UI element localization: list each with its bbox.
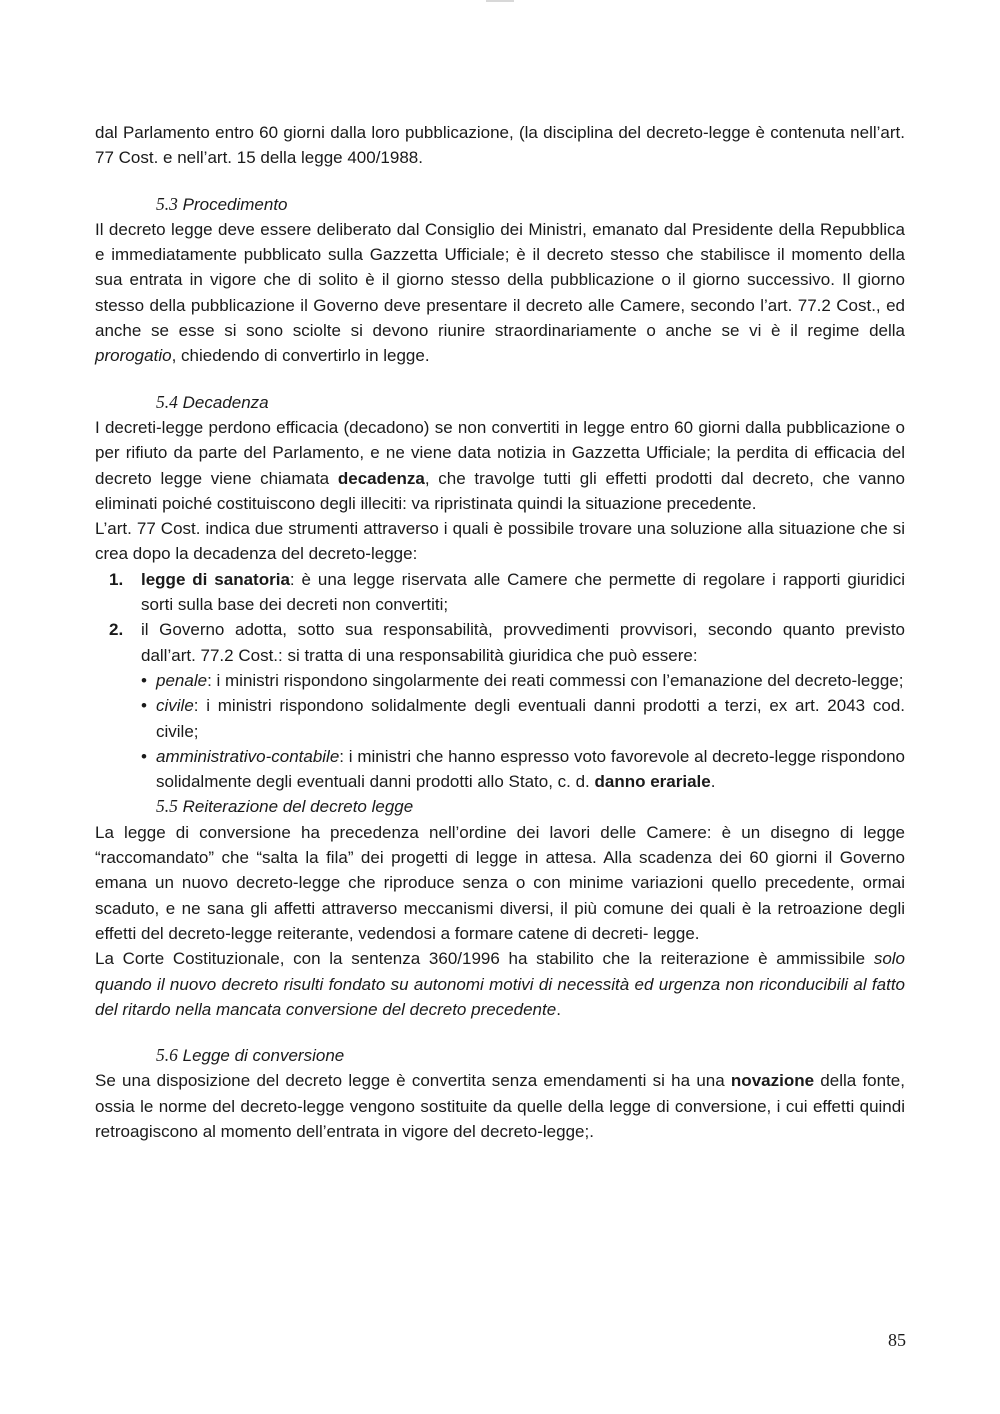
intro-paragraph: dal Parlamento entro 60 giorni dalla loro pubblicazione, (la disciplina del decreto-legge è contenuta nell’art. 77 Cost. e nell’art. 15 della legge 400/1988. xyxy=(95,123,905,168)
section-number: 5.4 xyxy=(156,391,178,412)
section-title: Reiterazione del decreto legge xyxy=(182,797,414,817)
bullet-icon: • xyxy=(141,746,147,766)
text-run: : i ministri che hanno espresso voto favorevole al decreto-legge rispondono solidalmente degli eventuali danni prodotti allo Stato, c. d. xyxy=(156,746,905,792)
section-title: Decadenza xyxy=(182,392,269,412)
bullet-item xyxy=(141,668,905,693)
reiterazione-paragraph: La legge di conversione ha precedenza nell’ordine dei lavori delle Camere: è un disegno di legge “raccomandato” che “salta la fila” dei progetti di legge in attesa. Alla scadenza dei 60 giorni il Governo emana un nuovo decreto-legge che riproduce senza o con minime variazioni quello precedente, ormai scaduto, e ne sana gli affetti attraverso meccanismi diversi, il più comune dei quali è la retroazione degli effetti del decreto-legge reiterante, vedendosi a formare catene di decreti- legge. xyxy=(95,822,905,943)
text-run: Il decreto legge deve essere deliberato dal Consiglio dei Ministri, emanato dal Presidente della Repubblica e immediatamente pubblicato sulla Gazzetta Ufficiale; è il decreto stesso che stabilisce il momento della sua entrata in vigore che di solito è il giorno stesso della pubblicazione o il giorno successivo. Il giorno stesso della pubblicazione il Governo deve presentare il decreto alle Camere, secondo l’art. 77.2 Cost., ed anche se esse si sono sciolte si devono riunire straordinariamente o anche se vi è il regime della xyxy=(95,219,905,341)
section-heading-5-4 xyxy=(156,390,905,415)
page-number: 85 xyxy=(888,1330,906,1350)
bullet-item xyxy=(141,693,905,744)
text-run: : è una legge riservata alle Camere che permette di regolare i rapporti giuridici sorti sulla base dei decreti non convertiti; xyxy=(141,569,905,615)
bullet-icon: • xyxy=(141,670,147,690)
page-body xyxy=(95,120,905,1144)
section-number: 5.5 xyxy=(156,796,178,817)
strumenti-paragraph: L’art. 77 Cost. indica due strumenti attraverso i quali è possibile trovare una soluzione alla situazione che si crea dopo la decadenza del decreto-legge: xyxy=(95,519,905,564)
italic-term: amministrativo-contabile xyxy=(156,746,340,766)
section-heading-5-6 xyxy=(156,1043,905,1068)
italic-quote: solo quando il nuovo decreto risulti fondato su autonomi motivi di necessità ed urgenza non riconducibili al fatto del ritardo nella mancata conversione del decreto precedente xyxy=(95,949,905,1019)
section-title: Procedimento xyxy=(182,194,288,214)
list-marker: 1. xyxy=(109,569,124,589)
text-run: Se una disposizione del decreto legge è convertita senza emendamenti si ha una xyxy=(95,1071,731,1091)
section-heading-5-5 xyxy=(156,794,905,819)
italic-term: civile xyxy=(156,696,194,716)
section-number: 5.6 xyxy=(156,1045,178,1066)
bullet-list xyxy=(141,668,905,794)
text-run: , chiedendo di convertirlo in legge. xyxy=(171,346,430,366)
text-run: della fonte, ossia le norme del decreto-legge vengono sostituite da quelle della legge di conversione, i cui effetti quindi retroagiscono al momento dell’entrata in vigore del decreto-legge;. xyxy=(95,1071,905,1141)
header-mark xyxy=(480,0,520,3)
conversione-paragraph xyxy=(95,1068,905,1144)
bullet-icon: • xyxy=(141,696,147,716)
bold-term: legge di sanatoria xyxy=(141,569,290,589)
numbered-list xyxy=(95,567,905,795)
list-item xyxy=(95,617,905,794)
text-run: La Corte Costituzionale, con la sentenza 360/1996 ha stabilito che la reiterazione è ammissibile xyxy=(95,949,874,969)
text-run: . xyxy=(710,772,716,792)
text-run: , che travolge tutti gli effetti prodotti dal decreto, che vanno eliminati poiché costituiscono degli illeciti: va ripristinata quindi la situazione precedente. xyxy=(95,468,906,513)
bold-term: danno erariale xyxy=(594,772,711,792)
list-item xyxy=(95,567,905,618)
text-run: : i ministri rispondono solidalmente degli eventuali danni prodotti a terzi, ex art. 2043 cod. civile; xyxy=(156,696,905,741)
list-marker: 2. xyxy=(109,620,124,640)
bold-term: decadenza xyxy=(337,468,425,488)
text-run: : i ministri rispondono singolarmente dei reati commessi con l’emanazione del decreto-legge; xyxy=(207,670,904,690)
section-title: Legge di conversione xyxy=(182,1046,345,1066)
text-run: il Governo adotta, sotto sua responsabilità, provvedimenti provvisori, secondo quanto previsto dall’art. 77.2 Cost.: si tratta di una responsabilità giuridica che può essere: xyxy=(141,620,905,665)
section-number: 5.3 xyxy=(156,193,178,214)
italic-term: prorogatio xyxy=(95,346,172,366)
text-run: I decreti-legge perdono efficacia (decadono) se non convertiti in legge entro 60 giorni dalla pubblicazione o per rifiuto da parte del Parlamento, e ne viene data notizia in Gazzetta Ufficiale; la perdita di efficacia del decreto legge viene chiamata xyxy=(95,417,905,488)
corte-paragraph xyxy=(95,946,905,1022)
text-run: . xyxy=(556,999,561,1019)
italic-term: penale xyxy=(156,670,208,690)
section-heading-5-3 xyxy=(156,192,905,217)
bullet-item xyxy=(141,744,905,795)
decadenza-paragraph xyxy=(95,415,905,516)
bold-term: novazione xyxy=(730,1071,815,1091)
procedimento-paragraph xyxy=(95,217,905,369)
